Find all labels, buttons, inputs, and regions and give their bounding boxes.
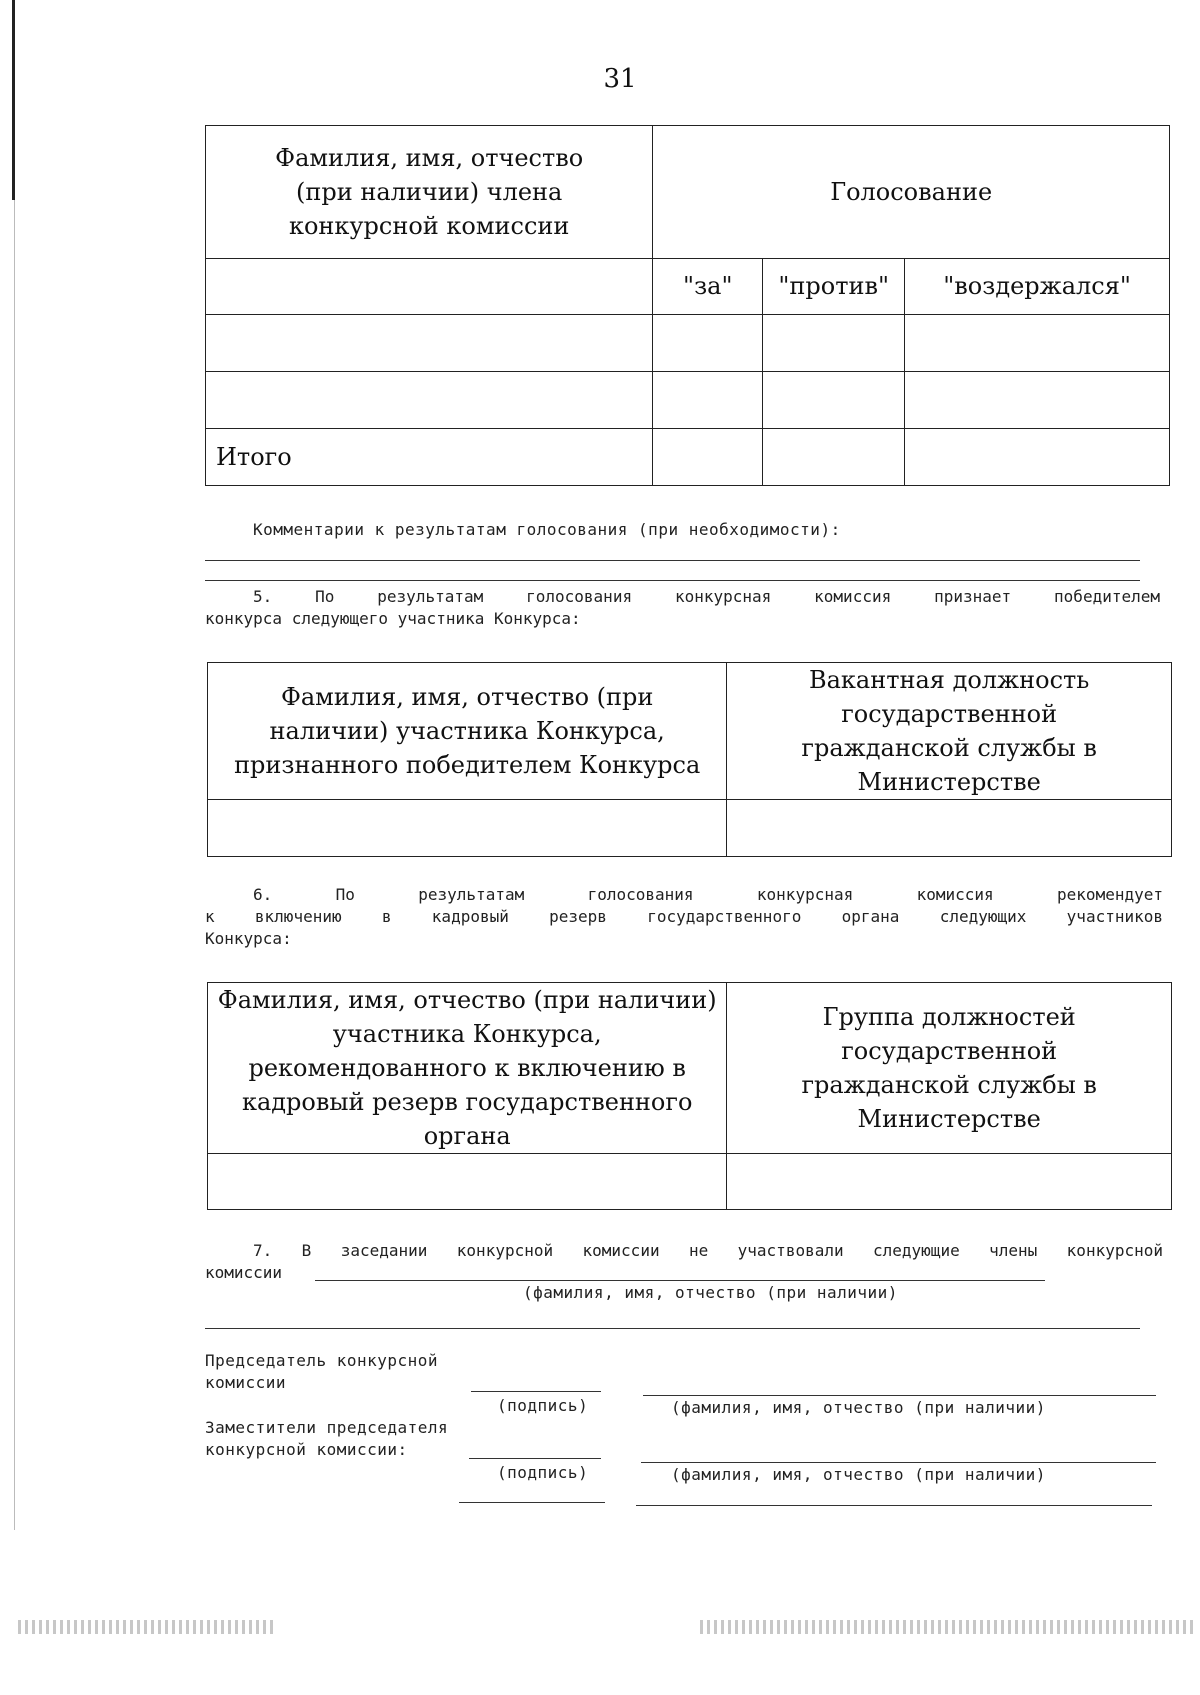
item-6-text: 6. По результатам голосования конкурсная комиссия рекомендует к включению в кадровый резерв государственного органа следующих участников Конкурса: [205, 885, 1163, 948]
table-row [206, 315, 1170, 372]
voting-header: Голосование [653, 126, 1170, 259]
voting-table [205, 125, 1170, 486]
vote-for-header: "за" [653, 259, 763, 315]
signature-line [459, 1502, 605, 1503]
position-group-header: Группа должностей государственной гражданской службы в Министерстве [727, 983, 1172, 1154]
page-number: 31 [603, 64, 637, 94]
signature-line [469, 1458, 601, 1459]
reserve-table [207, 982, 1172, 1210]
table-row [208, 800, 1172, 857]
total-label: Итого [206, 429, 653, 486]
vote-against-header: "против" [763, 259, 905, 315]
absent-members-line [205, 1328, 1140, 1329]
fio-caption: (фамилия, имя, отчество (при наличии) [671, 1465, 1046, 1484]
item-5-text: 5. По результатам голосования конкурсная комиссия признает победителем конкурса следующего участника Конкурса: [205, 587, 1160, 628]
signature-caption: (подпись) [497, 1463, 589, 1482]
scan-edge [12, 0, 15, 200]
absent-members-line [315, 1280, 1045, 1281]
chairman-label: Председатель конкурсной комиссии [205, 1351, 439, 1392]
signature-line [471, 1391, 601, 1392]
fio-caption: (фамилия, имя, отчество (при наличии) [523, 1283, 898, 1302]
signature-caption: (подпись) [497, 1396, 589, 1415]
vote-abstained-header: "воздержался" [905, 259, 1170, 315]
winner-name-header: Фамилия, имя, отчество (при наличии) участника Конкурса, признанного победителем Конкурса [208, 663, 727, 800]
reserve-name-header: Фамилия, имя, отчество (при наличии) участника Конкурса, рекомендованного к включению в кадровый резерв государственного органа [208, 983, 727, 1154]
table-row [206, 372, 1170, 429]
fio-line [636, 1505, 1152, 1506]
empty-cell [206, 259, 653, 315]
deputies-label: Заместители председателя конкурсной комиссии: [205, 1418, 449, 1459]
comment-line [205, 580, 1140, 581]
item-7-text: 7. В заседании конкурсной комиссии не участвовали следующие члены конкурсной комиссии [205, 1241, 1163, 1282]
vacant-position-header: Вакантная должность государственной гражданской службы в Министерстве [727, 663, 1172, 800]
table-row [208, 1154, 1172, 1210]
fio-line [641, 1462, 1156, 1463]
scan-edge-faint [14, 200, 15, 1530]
fio-caption: (фамилия, имя, отчество (при наличии) [671, 1398, 1046, 1417]
fio-line [643, 1395, 1156, 1396]
comments-label: Комментарии к результатам голосования (при необходимости): [253, 520, 841, 539]
scan-noise [18, 1620, 273, 1634]
comment-line [205, 560, 1140, 561]
member-name-header: Фамилия, имя, отчество (при наличии) члена конкурсной комиссии [206, 126, 653, 259]
winner-table [207, 662, 1172, 857]
total-row [206, 429, 1170, 486]
scan-noise [700, 1620, 1195, 1634]
